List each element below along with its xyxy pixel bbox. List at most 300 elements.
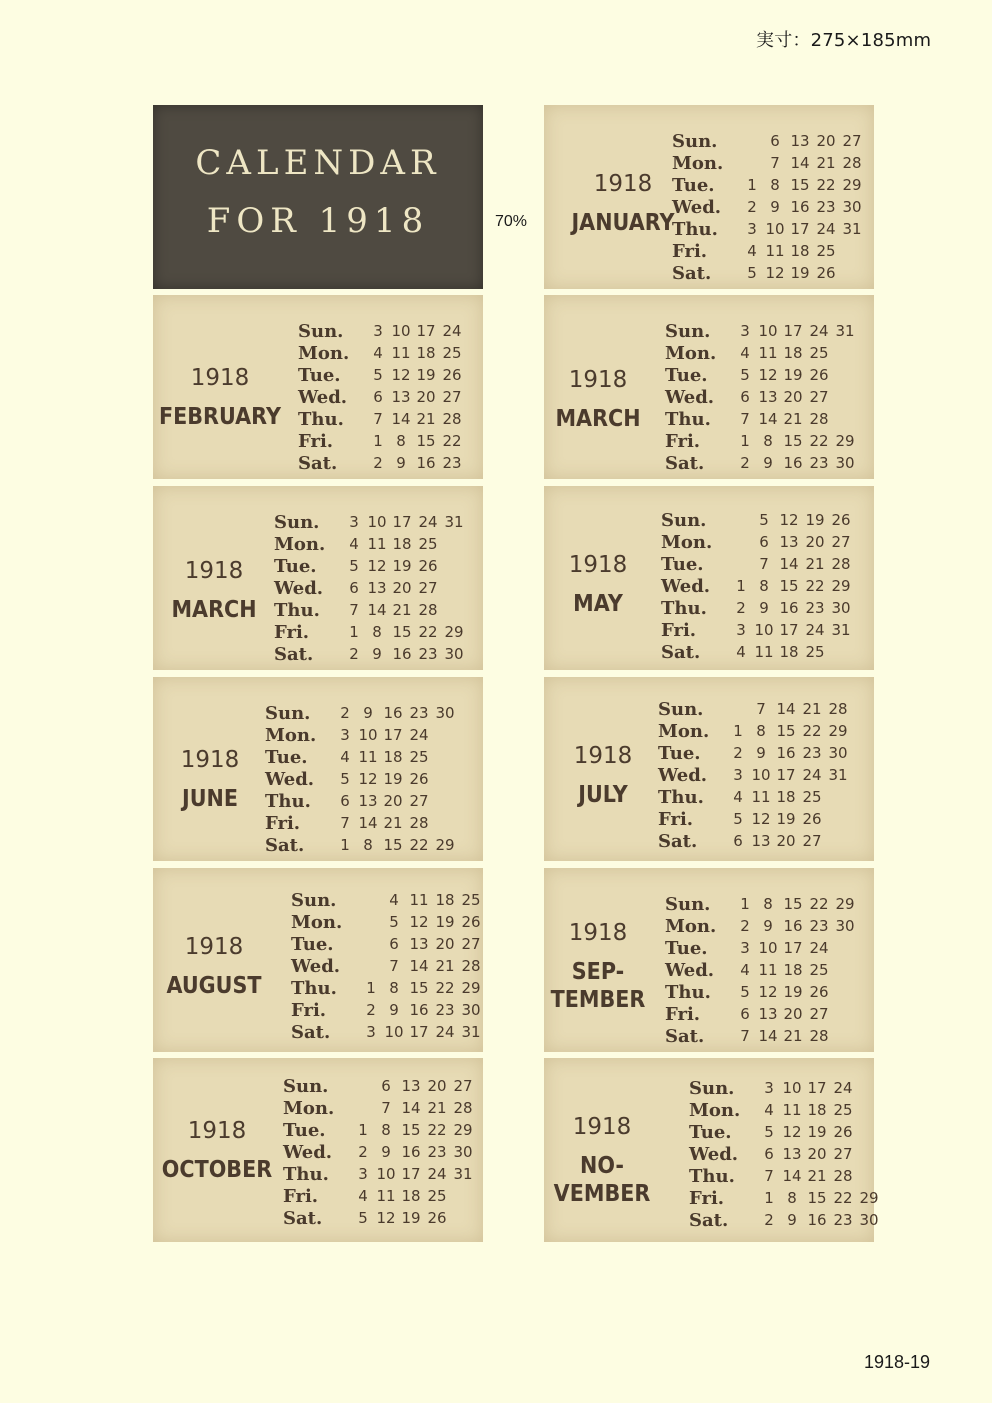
date-number: 1 <box>747 176 757 194</box>
weekday-label: Fri. <box>672 241 708 262</box>
date-number: 14 <box>776 700 796 718</box>
date-number: 3 <box>358 1165 368 1183</box>
date-number: 22 <box>409 836 429 854</box>
date-number: 16 <box>779 599 799 617</box>
weekday-label: Sun. <box>665 894 711 915</box>
month-title <box>523 920 673 1014</box>
date-number: 11 <box>754 643 774 661</box>
weekday-label: Wed. <box>665 387 715 408</box>
date-number: 28 <box>842 154 862 172</box>
date-number: 7 <box>759 555 769 573</box>
month-year: 1918 <box>568 920 628 946</box>
date-number: 4 <box>740 344 750 362</box>
date-number: 21 <box>807 1167 827 1185</box>
date-number: 6 <box>740 388 750 406</box>
date-number: 8 <box>763 432 773 450</box>
date-number: 7 <box>389 957 399 975</box>
month-year: 1918 <box>568 367 628 393</box>
month-card <box>153 868 483 1052</box>
date-number: 15 <box>392 623 412 641</box>
month-title <box>523 552 673 618</box>
weekday-label: Tue. <box>265 747 308 768</box>
weekday-label: Sun. <box>665 321 711 342</box>
date-number: 25 <box>427 1187 447 1205</box>
date-number: 15 <box>416 432 436 450</box>
date-number: 4 <box>733 788 743 806</box>
date-number: 15 <box>790 176 810 194</box>
date-number: 10 <box>751 766 771 784</box>
date-number: 8 <box>759 577 769 595</box>
date-number: 11 <box>782 1101 802 1119</box>
date-number: 16 <box>416 454 436 472</box>
date-number: 9 <box>787 1211 797 1229</box>
date-number: 16 <box>807 1211 827 1229</box>
date-number: 23 <box>809 454 829 472</box>
weekday-label: Sat. <box>658 831 698 852</box>
date-number: 18 <box>435 891 455 909</box>
date-number: 31 <box>828 766 848 784</box>
date-number: 29 <box>828 722 848 740</box>
date-number: 17 <box>790 220 810 238</box>
weekday-label: Thu. <box>658 787 704 808</box>
date-number: 12 <box>765 264 785 282</box>
date-number: 17 <box>401 1165 421 1183</box>
date-number: 10 <box>765 220 785 238</box>
date-number: 15 <box>776 722 796 740</box>
date-number: 19 <box>783 983 803 1001</box>
date-number: 14 <box>391 410 411 428</box>
date-number: 4 <box>373 344 383 362</box>
weekday-label: Mon. <box>274 534 326 555</box>
date-number: 13 <box>782 1145 802 1163</box>
date-number: 20 <box>807 1145 827 1163</box>
date-number: 20 <box>392 579 412 597</box>
date-number: 10 <box>376 1165 396 1183</box>
weekday-label: Tue. <box>665 365 708 386</box>
date-number: 3 <box>366 1023 376 1041</box>
date-number: 27 <box>802 832 822 850</box>
month-name: MARCH <box>171 597 257 623</box>
date-number: 20 <box>435 935 455 953</box>
date-number: 26 <box>802 810 822 828</box>
weekday-label: Mon. <box>665 916 717 937</box>
date-number: 14 <box>409 957 429 975</box>
month-card <box>153 1058 483 1242</box>
date-number: 11 <box>376 1187 396 1205</box>
date-number: 1 <box>349 623 359 641</box>
date-number: 11 <box>358 748 378 766</box>
weekday-label: Tue. <box>283 1120 326 1141</box>
date-number: 2 <box>366 1001 376 1019</box>
date-number: 28 <box>809 1027 829 1045</box>
date-number: 4 <box>340 748 350 766</box>
date-number: 11 <box>751 788 771 806</box>
month-card <box>544 486 874 670</box>
date-number: 14 <box>758 410 778 428</box>
date-number: 18 <box>783 344 803 362</box>
weekday-label: Sun. <box>274 512 320 533</box>
date-number: 27 <box>418 579 438 597</box>
date-number: 5 <box>389 913 399 931</box>
date-number: 17 <box>783 939 803 957</box>
date-number: 7 <box>340 814 350 832</box>
date-number: 11 <box>391 344 411 362</box>
weekday-label: Mon. <box>689 1100 741 1121</box>
date-number: 12 <box>758 366 778 384</box>
weekday-label: Mon. <box>672 153 724 174</box>
date-number: 7 <box>373 410 383 428</box>
date-number: 8 <box>396 432 406 450</box>
date-number: 4 <box>740 961 750 979</box>
weekday-label: Sat. <box>274 644 314 665</box>
month-name: FEBRUARY <box>158 404 281 430</box>
month-card <box>153 295 483 479</box>
date-number: 7 <box>740 1027 750 1045</box>
date-number: 13 <box>409 935 429 953</box>
date-number: 15 <box>383 836 403 854</box>
weekday-label: Thu. <box>298 409 344 430</box>
month-year: 1918 <box>593 171 653 197</box>
date-number: 20 <box>416 388 436 406</box>
month-card <box>544 295 874 479</box>
date-number: 25 <box>409 748 429 766</box>
date-number: 14 <box>401 1099 421 1117</box>
month-title <box>139 934 289 1000</box>
date-number: 12 <box>751 810 771 828</box>
date-number: 9 <box>389 1001 399 1019</box>
month-year: 1918 <box>184 934 244 960</box>
date-number: 17 <box>807 1079 827 1097</box>
date-number: 24 <box>442 322 462 340</box>
date-number: 29 <box>835 895 855 913</box>
date-number: 1 <box>740 895 750 913</box>
cover-title-line1: CALENDAR <box>195 143 441 183</box>
date-number: 26 <box>442 366 462 384</box>
date-number: 18 <box>807 1101 827 1119</box>
date-number: 27 <box>453 1077 473 1095</box>
cover-title-line2: FOR 1918 <box>206 201 430 241</box>
month-card <box>544 868 874 1052</box>
weekday-label: Fri. <box>298 431 334 452</box>
date-number: 29 <box>453 1121 473 1139</box>
date-number: 7 <box>770 154 780 172</box>
month-card <box>153 486 483 670</box>
date-number: 27 <box>833 1145 853 1163</box>
date-number: 4 <box>389 891 399 909</box>
month-name: JULY <box>578 782 628 808</box>
date-number: 20 <box>816 132 836 150</box>
date-number: 10 <box>754 621 774 639</box>
date-number: 16 <box>783 917 803 935</box>
date-number: 27 <box>809 388 829 406</box>
date-number: 18 <box>776 788 796 806</box>
date-number: 9 <box>372 645 382 663</box>
date-number: 2 <box>373 454 383 472</box>
date-number: 20 <box>783 388 803 406</box>
weekday-label: Thu. <box>665 982 711 1003</box>
date-number: 31 <box>453 1165 473 1183</box>
date-number: 12 <box>779 511 799 529</box>
date-number: 17 <box>392 513 412 531</box>
date-number: 23 <box>805 599 825 617</box>
date-number: 5 <box>764 1123 774 1141</box>
date-number: 22 <box>802 722 822 740</box>
date-number: 1 <box>764 1189 774 1207</box>
date-number: 21 <box>783 1027 803 1045</box>
date-number: 30 <box>842 198 862 216</box>
date-number: 14 <box>790 154 810 172</box>
date-number: 25 <box>418 535 438 553</box>
date-number: 10 <box>391 322 411 340</box>
date-number: 22 <box>809 432 829 450</box>
date-number: 2 <box>340 704 350 722</box>
weekday-label: Sun. <box>661 510 707 531</box>
date-number: 8 <box>756 722 766 740</box>
date-number: 8 <box>770 176 780 194</box>
date-number: 14 <box>782 1167 802 1185</box>
calendar-cover <box>153 105 483 289</box>
date-number: 13 <box>758 1005 778 1023</box>
date-number: 10 <box>782 1079 802 1097</box>
weekday-label: Sat. <box>298 453 338 474</box>
date-number: 12 <box>376 1209 396 1227</box>
date-number: 8 <box>363 836 373 854</box>
date-number: 15 <box>807 1189 827 1207</box>
date-number: 8 <box>763 895 773 913</box>
date-number: 4 <box>358 1187 368 1205</box>
date-number: 24 <box>816 220 836 238</box>
date-number: 6 <box>759 533 769 551</box>
date-number: 15 <box>401 1121 421 1139</box>
date-number: 10 <box>758 322 778 340</box>
date-number: 8 <box>389 979 399 997</box>
date-number: 1 <box>358 1121 368 1139</box>
date-number: 20 <box>805 533 825 551</box>
date-number: 23 <box>833 1211 853 1229</box>
date-number: 3 <box>349 513 359 531</box>
weekday-label: Wed. <box>298 387 348 408</box>
date-number: 1 <box>733 722 743 740</box>
date-number: 21 <box>416 410 436 428</box>
date-number: 20 <box>776 832 796 850</box>
date-number: 13 <box>758 388 778 406</box>
date-number: 19 <box>383 770 403 788</box>
date-number: 23 <box>409 704 429 722</box>
date-number: 28 <box>833 1167 853 1185</box>
date-number: 29 <box>444 623 464 641</box>
date-number: 11 <box>758 961 778 979</box>
date-number: 29 <box>435 836 455 854</box>
month-card <box>153 677 483 861</box>
date-number: 17 <box>776 766 796 784</box>
date-number: 16 <box>790 198 810 216</box>
date-number: 24 <box>418 513 438 531</box>
weekday-label: Sat. <box>672 263 712 284</box>
weekday-label: Wed. <box>661 576 711 597</box>
date-number: 30 <box>859 1211 879 1229</box>
date-number: 17 <box>416 322 436 340</box>
date-number: 5 <box>373 366 383 384</box>
weekday-label: Tue. <box>658 743 701 764</box>
weekday-label: Fri. <box>689 1188 725 1209</box>
date-number: 19 <box>807 1123 827 1141</box>
date-number: 20 <box>783 1005 803 1023</box>
month-name: AUGUST <box>166 973 262 999</box>
scale-note: 70% <box>495 213 528 230</box>
date-number: 1 <box>740 432 750 450</box>
date-number: 10 <box>384 1023 404 1041</box>
date-number: 3 <box>740 322 750 340</box>
date-number: 26 <box>833 1123 853 1141</box>
weekday-label: Thu. <box>265 791 311 812</box>
date-number: 25 <box>442 344 462 362</box>
month-title <box>145 365 295 431</box>
date-number: 2 <box>764 1211 774 1229</box>
date-number: 4 <box>736 643 746 661</box>
date-number: 26 <box>809 983 829 1001</box>
date-number: 21 <box>802 700 822 718</box>
date-number: 11 <box>409 891 429 909</box>
date-number: 6 <box>373 388 383 406</box>
month-title <box>139 558 289 624</box>
weekday-label: Tue. <box>665 938 708 959</box>
weekday-label: Thu. <box>661 598 707 619</box>
date-number: 19 <box>805 511 825 529</box>
weekday-label: Sat. <box>291 1022 331 1043</box>
date-number: 23 <box>816 198 836 216</box>
date-number: 18 <box>383 748 403 766</box>
date-number: 30 <box>461 1001 481 1019</box>
month-title <box>135 747 285 813</box>
date-number: 1 <box>366 979 376 997</box>
date-number: 24 <box>802 766 822 784</box>
date-number: 3 <box>733 766 743 784</box>
date-number: 30 <box>831 599 851 617</box>
date-number: 24 <box>833 1079 853 1097</box>
date-number: 28 <box>831 555 851 573</box>
date-number: 3 <box>747 220 757 238</box>
date-number: 28 <box>453 1099 473 1117</box>
date-number: 31 <box>461 1023 481 1041</box>
date-number: 19 <box>790 264 810 282</box>
date-number: 14 <box>779 555 799 573</box>
date-number: 18 <box>779 643 799 661</box>
weekday-label: Sun. <box>265 703 311 724</box>
weekday-label: Mon. <box>298 343 350 364</box>
date-number: 11 <box>758 344 778 362</box>
date-number: 23 <box>809 917 829 935</box>
date-number: 30 <box>453 1143 473 1161</box>
date-number: 12 <box>391 366 411 384</box>
date-number: 13 <box>790 132 810 150</box>
date-number: 14 <box>758 1027 778 1045</box>
date-number: 22 <box>805 577 825 595</box>
date-number: 5 <box>340 770 350 788</box>
date-number: 21 <box>783 410 803 428</box>
date-number: 24 <box>427 1165 447 1183</box>
weekday-label: Wed. <box>283 1142 333 1163</box>
date-number: 10 <box>758 939 778 957</box>
date-number: 1 <box>736 577 746 595</box>
date-number: 31 <box>842 220 862 238</box>
date-number: 5 <box>740 366 750 384</box>
date-number: 16 <box>776 744 796 762</box>
weekday-label: Sun. <box>283 1076 329 1097</box>
month-name: SEP- <box>571 959 625 985</box>
weekday-label: Wed. <box>672 197 722 218</box>
date-number: 19 <box>783 366 803 384</box>
date-number: 19 <box>401 1209 421 1227</box>
date-number: 11 <box>367 535 387 553</box>
date-number: 25 <box>809 961 829 979</box>
date-number: 27 <box>461 935 481 953</box>
date-number: 3 <box>736 621 746 639</box>
weekday-label: Fri. <box>665 1004 701 1025</box>
month-name: JUNE <box>182 786 238 812</box>
date-number: 15 <box>783 432 803 450</box>
date-number: 10 <box>367 513 387 531</box>
date-number: 18 <box>783 961 803 979</box>
month-name: OCTOBER <box>161 1157 273 1183</box>
month-card <box>544 677 874 861</box>
date-number: 16 <box>401 1143 421 1161</box>
date-number: 6 <box>740 1005 750 1023</box>
date-number: 13 <box>751 832 771 850</box>
date-number: 14 <box>367 601 387 619</box>
date-number: 20 <box>427 1077 447 1095</box>
date-number: 29 <box>461 979 481 997</box>
date-number: 29 <box>831 577 851 595</box>
month-year: 1918 <box>190 365 250 391</box>
weekday-label: Fri. <box>661 620 697 641</box>
date-number: 25 <box>805 643 825 661</box>
date-number: 31 <box>444 513 464 531</box>
weekday-label: Sat. <box>283 1208 323 1229</box>
date-number: 16 <box>392 645 412 663</box>
month-year: 1918 <box>568 552 628 578</box>
date-number: 30 <box>835 454 855 472</box>
date-number: 28 <box>809 410 829 428</box>
date-number: 25 <box>809 344 829 362</box>
date-number: 7 <box>349 601 359 619</box>
date-number: 15 <box>409 979 429 997</box>
weekday-label: Sun. <box>689 1078 735 1099</box>
date-number: 22 <box>427 1121 447 1139</box>
weekday-label: Thu. <box>672 219 718 240</box>
weekday-label: Fri. <box>291 1000 327 1021</box>
weekday-label: Sun. <box>658 699 704 720</box>
date-number: 9 <box>756 744 766 762</box>
weekday-label: Thu. <box>283 1164 329 1185</box>
date-number: 12 <box>367 557 387 575</box>
date-number: 18 <box>790 242 810 260</box>
date-number: 16 <box>383 704 403 722</box>
date-number: 26 <box>831 511 851 529</box>
weekday-label: Tue. <box>291 934 334 955</box>
date-number: 24 <box>435 1023 455 1041</box>
date-number: 30 <box>835 917 855 935</box>
date-number: 23 <box>442 454 462 472</box>
date-number: 12 <box>358 770 378 788</box>
weekday-label: Fri. <box>265 813 301 834</box>
date-number: 7 <box>756 700 766 718</box>
date-number: 3 <box>740 939 750 957</box>
date-number: 26 <box>809 366 829 384</box>
date-number: 19 <box>435 913 455 931</box>
date-number: 21 <box>383 814 403 832</box>
date-number: 9 <box>770 198 780 216</box>
date-number: 21 <box>816 154 836 172</box>
